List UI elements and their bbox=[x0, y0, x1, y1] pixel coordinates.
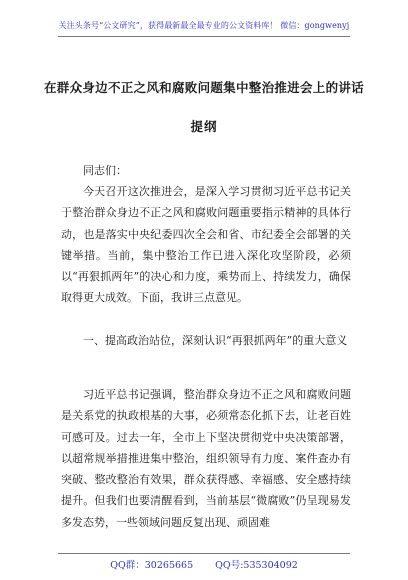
greeting: 同志们： bbox=[83, 164, 127, 177]
paragraph-intro: 今天召开这次推进会，是深入学习贯彻习近平总书记关于整治群众身边不正之风和腐败问题重要指示精神的具体行动，也是落实中央纪委四次全会和省、市纪委全会部署的关键举措。当前，集中整治工作已进入深化攻坚阶段，必须以“再狠抓两年”的决心和力度，乘势而上、持续发力，确保取得更大成效。下面，我讲三点意见。 bbox=[61, 185, 351, 305]
paragraph-section-1: 习近平总书记强调，整治群众身边不正之风和腐败问题是关系党的执政根基的大事，必须常态化抓下去，让老百姓可感可及。过去一年，全市上下坚决贯彻党中央决策部署，以超常规举措推进集中整治，组织领导有力度、案件查办有突破、整改整治有效果，群众获得感、幸福感、安全感持续提升。但我们也要清醒看到，当前基层“微腐败”仍呈现易发多发态势，一些领域问题反复出现、顽固难 bbox=[61, 388, 351, 529]
document-title: 在群众身边不正之风和腐败问题集中整治推进会上的讲话 bbox=[43, 80, 364, 95]
footer-qq: QQ号:535304092 bbox=[215, 560, 298, 571]
footer-qq-group: QQ群：30265665 bbox=[110, 560, 194, 571]
section-heading-1: 一、提高政治站位，深刻认识“再狠抓两年”的重大意义 bbox=[83, 334, 348, 347]
header-banner: 关注头条号“公文研究”，获得最新最全最专业的公文资料库！ 微信：gongwenyj bbox=[58, 21, 350, 30]
document-subtitle: 提纲 bbox=[190, 119, 218, 134]
footer bbox=[0, 557, 408, 571]
footer-divider bbox=[58, 553, 350, 554]
header-divider bbox=[58, 36, 350, 37]
